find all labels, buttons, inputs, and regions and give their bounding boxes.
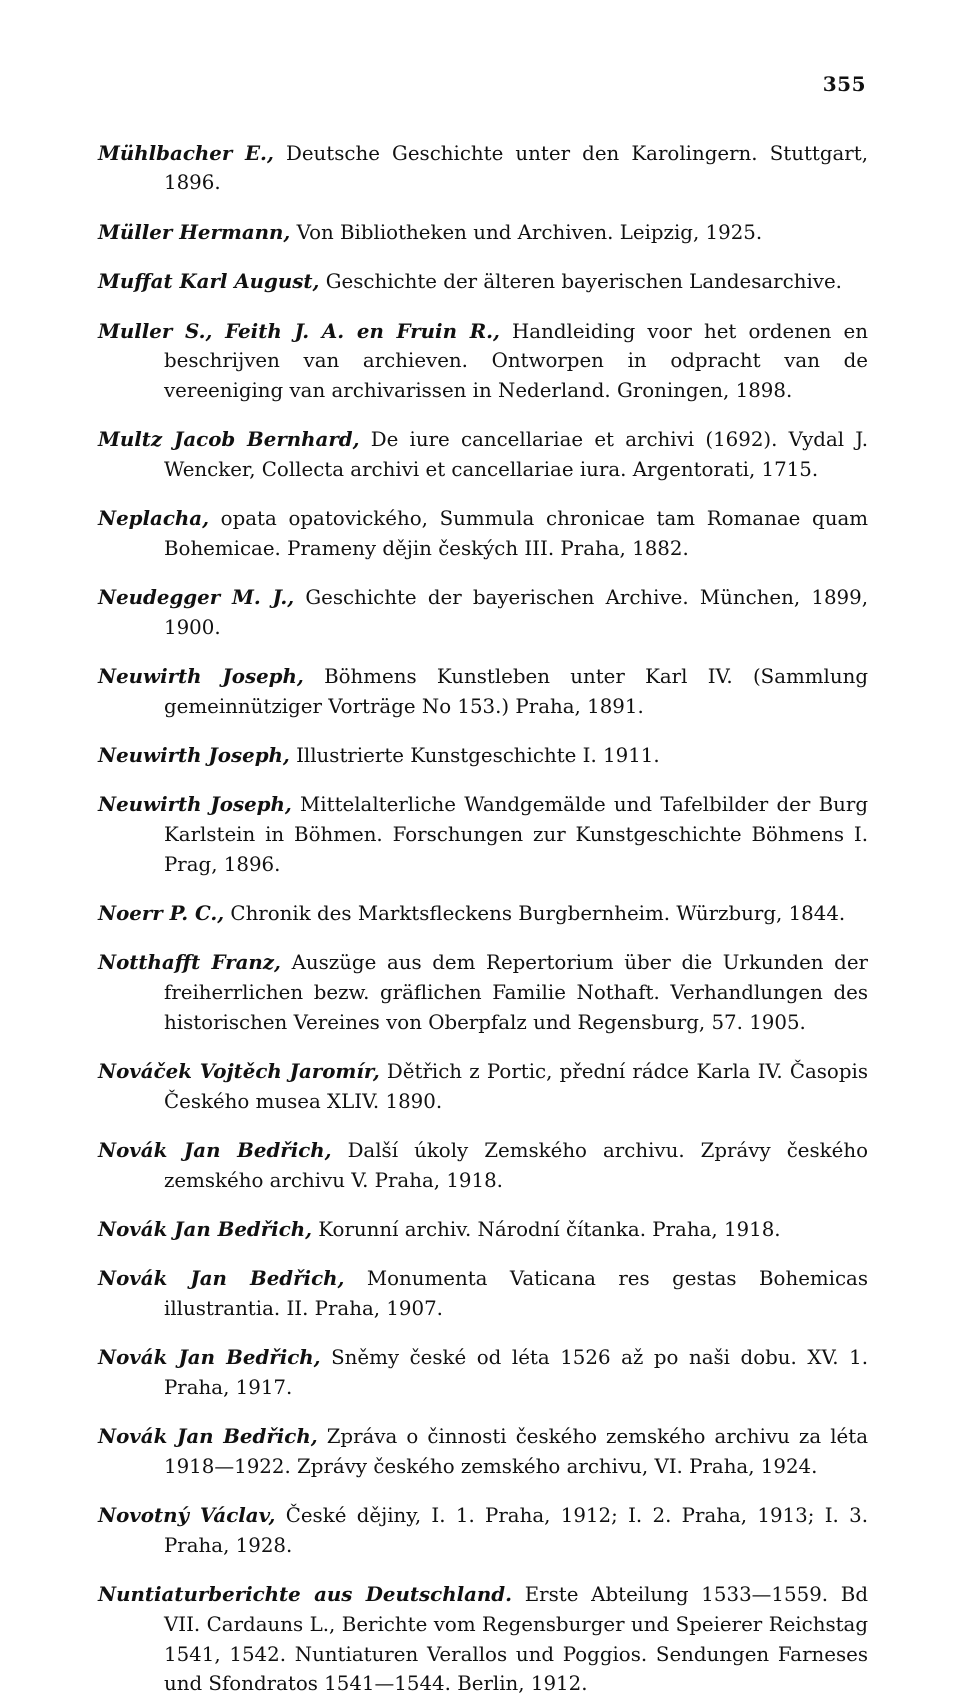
entry-text: De iure cancellariae et archivi (1692). Vydal J. Wencker, Collecta archivi et cancellariae iura. Argentorati, 1715. — [164, 428, 868, 481]
entry-author: Novák Jan Bedřich, — [98, 1345, 321, 1370]
bibliography-entry — [98, 425, 868, 484]
bibliography-entry — [98, 741, 868, 771]
entry-author: Neuwirth Joseph, — [98, 743, 290, 768]
entry-author: Muffat Karl August, — [98, 269, 320, 294]
entry-author: Neplacha, — [98, 506, 209, 531]
entry-text: Dětřich z Portic, přední rádce Karla IV. Časopis Českého musea XLIV. 1890. — [164, 1060, 868, 1113]
entry-text: Erste Abteilung 1533—1559. Bd VII. Cardauns L., Berichte vom Regensburger und Speierer Reichstag 1541, 1542. Nuntiaturen Verallos und Poggios. Sendungen Farneses und Sfondratos 1541—1544. Berlin, 1912. — [164, 1583, 868, 1696]
bibliography-entry — [98, 1343, 868, 1402]
entry-text: Deutsche Geschichte unter den Karolingern. Stuttgart, 1896. — [164, 141, 868, 195]
entry-text: opata opatovického, Summula chronicae tam Romanae quam Bohemicae. Prameny dějin českých III. Praha, 1882. — [164, 507, 868, 560]
bibliography-list — [98, 119, 868, 1699]
entry-text: Böhmens Kunstleben unter Karl IV. (Sammlung gemeinnütziger Vorträge No 153.) Praha, 1891. — [164, 665, 868, 718]
entry-author: Muller S., Feith J. A. en Fruin R., — [98, 318, 500, 343]
entry-author: Noerr P. C., — [98, 901, 225, 926]
entry-text: Monumenta Vaticana res gestas Bohemicas illustrantia. II. Praha, 1907. — [164, 1267, 869, 1320]
entry-text: Chronik des Marktsfleckens Burgbernheim. Würzburg, 1844. — [224, 902, 846, 926]
entry-text: Handleiding voor het ordenen en beschrijven van archieven. Ontworpen in odpracht van de vereeniging van archivarissen in Nederland. Groningen, 1898. — [164, 319, 868, 402]
page-number: 355 — [822, 72, 866, 96]
entry-author: Novotný Václav, — [98, 1503, 276, 1528]
entry-author: Novák Jan Bedřich, — [98, 1424, 318, 1449]
bibliography-entry — [98, 1580, 868, 1698]
entry-text: Geschichte der älteren bayerischen Landesarchive. — [319, 270, 842, 294]
entry-author: Neuwirth Joseph, — [98, 664, 304, 689]
entry-author: Nováček Vojtěch Jaromír, — [98, 1059, 380, 1084]
bibliography-entry — [98, 504, 868, 563]
bibliography-entry — [98, 1057, 868, 1116]
entry-author: Novák Jan Bedřich, — [98, 1266, 345, 1291]
entry-author: Nuntiaturberichte aus Deutschland. — [98, 1582, 513, 1607]
entry-text: Geschichte der bayerischen Archive. München, 1899, 1900. — [164, 586, 869, 639]
bibliography-entry — [98, 267, 868, 297]
bibliography-entry — [98, 139, 868, 198]
entry-author: Multz Jacob Bernhard, — [98, 427, 360, 452]
entry-text: Auszüge aus dem Repertorium über die Urkunden der freiherrlichen bezw. gräflichen Familie Nothaft. Verhandlungen des historischen Vereines von Oberpfalz und Regensburg, 57. 1905. — [164, 951, 868, 1034]
entry-text: Von Bibliotheken und Archiven. Leipzig, 1925. — [290, 220, 763, 244]
entry-text: Mittelalterliche Wandgemälde und Tafelbilder der Burg Karlstein in Böhmen. Forschungen zur Kunstgeschichte Böhmens I. Prag, 1896. — [164, 793, 869, 876]
entry-author: Novák Jan Bedřich, — [98, 1216, 313, 1241]
bibliography-entry — [98, 218, 868, 248]
entry-author: Notthafft Franz, — [98, 950, 281, 975]
entry-author: Neuwirth Joseph, — [98, 792, 292, 817]
bibliography-entry — [98, 1422, 868, 1481]
entry-text: Sněmy české od léta 1526 až po naši dobu. XV. 1. Praha, 1917. — [164, 1346, 868, 1399]
entry-text: Zpráva o činnosti českého zemského archivu za léta 1918—1922. Zprávy českého zemského archivu, VI. Praha, 1924. — [164, 1425, 868, 1478]
bibliography-entry — [98, 948, 868, 1037]
bibliography-entry — [98, 1501, 868, 1560]
entry-author: Mühlbacher E., — [98, 140, 274, 165]
bibliography-entry — [98, 1264, 868, 1323]
entry-author: Novák Jan Bedřich, — [98, 1138, 332, 1162]
bibliography-entry — [98, 583, 868, 642]
entry-author: Müller Hermann, — [98, 219, 291, 244]
entry-author: Neudegger M. J., — [98, 585, 295, 610]
bibliography-entry — [98, 317, 868, 406]
bibliography-entry — [98, 662, 868, 721]
entry-text: Korunní archiv. Národní čítanka. Praha, 1918. — [312, 1217, 781, 1241]
bibliography-entry — [98, 899, 868, 929]
bibliography-entry — [98, 790, 868, 879]
bibliography-entry — [98, 1136, 868, 1195]
entry-text: České dějiny, I. 1. Praha, 1912; I. 2. Praha, 1913; I. 3. Praha, 1928. — [164, 1504, 868, 1557]
entry-text: Illustrierte Kunstgeschichte I. 1911. — [289, 744, 660, 768]
entry-text: Další úkoly Zemského archivu. Zprávy českého zemského archivu V. Praha, 1918. — [164, 1139, 868, 1192]
bibliography-entry — [98, 1215, 868, 1245]
